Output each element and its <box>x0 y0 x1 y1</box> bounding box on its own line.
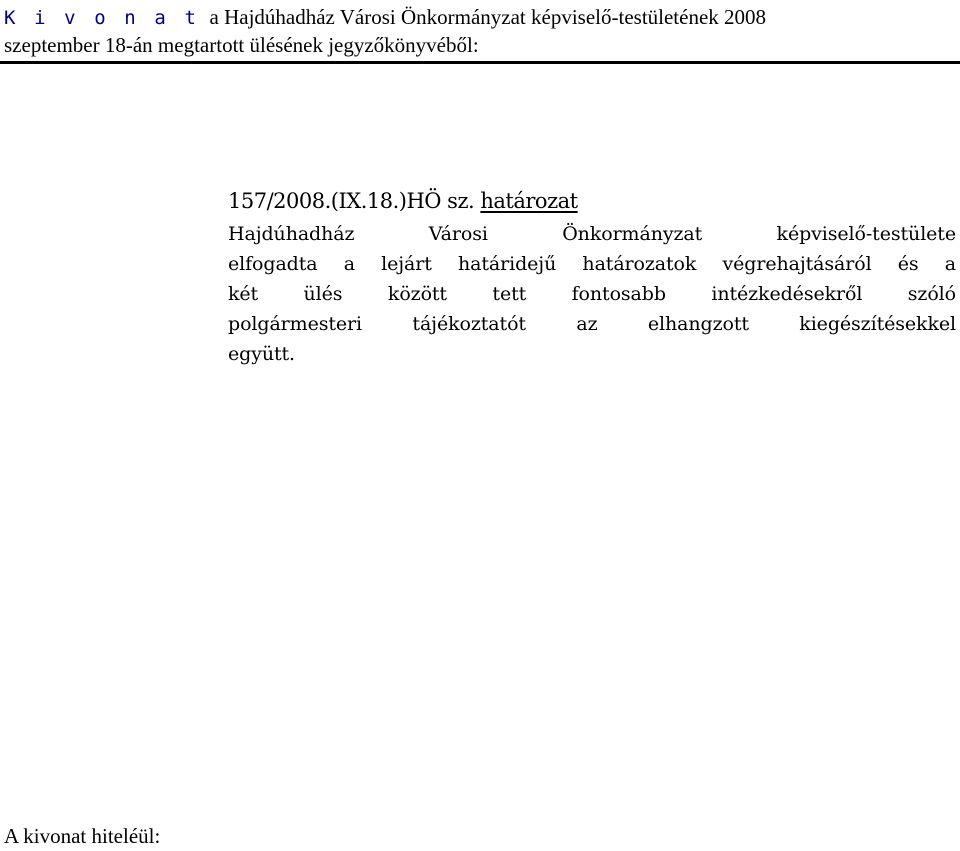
resolution-block <box>228 188 956 369</box>
resolution-body-line: elfogadta a lejárt határidejű határozatok végrehajtásáról és a <box>228 253 956 275</box>
resolution-number <box>228 188 578 215</box>
document-header <box>4 4 954 59</box>
header-line-2: szeptember 18-án megtartott ülésének jegyzőkönyvéből: <box>4 33 479 57</box>
resolution-number-text: 157/2008.(IX.18.)HÖ sz. <box>228 189 475 213</box>
resolution-body-line: polgármesteri tájékoztatót az elhangzott kiegészítésekkel <box>228 313 956 335</box>
resolution-body <box>228 219 956 369</box>
resolution-word: határozat <box>480 189 578 213</box>
kivonat-title: K i v o n a t <box>4 7 200 29</box>
header-line-1-text: a Hajdúhadház Városi Önkormányzat képviselő-testületének 2008 <box>209 5 767 29</box>
certification-footer: A kivonat hiteléül: <box>4 824 161 848</box>
header-line-1 <box>4 4 954 32</box>
resolution-body-line: együtt. <box>228 343 295 365</box>
header-divider <box>0 61 960 64</box>
resolution-body-line: két ülés között tett fontosabb intézkedésekről szóló <box>228 283 956 305</box>
resolution-body-line: Hajdúhadház Városi Önkormányzat képviselő-testülete <box>228 223 956 245</box>
